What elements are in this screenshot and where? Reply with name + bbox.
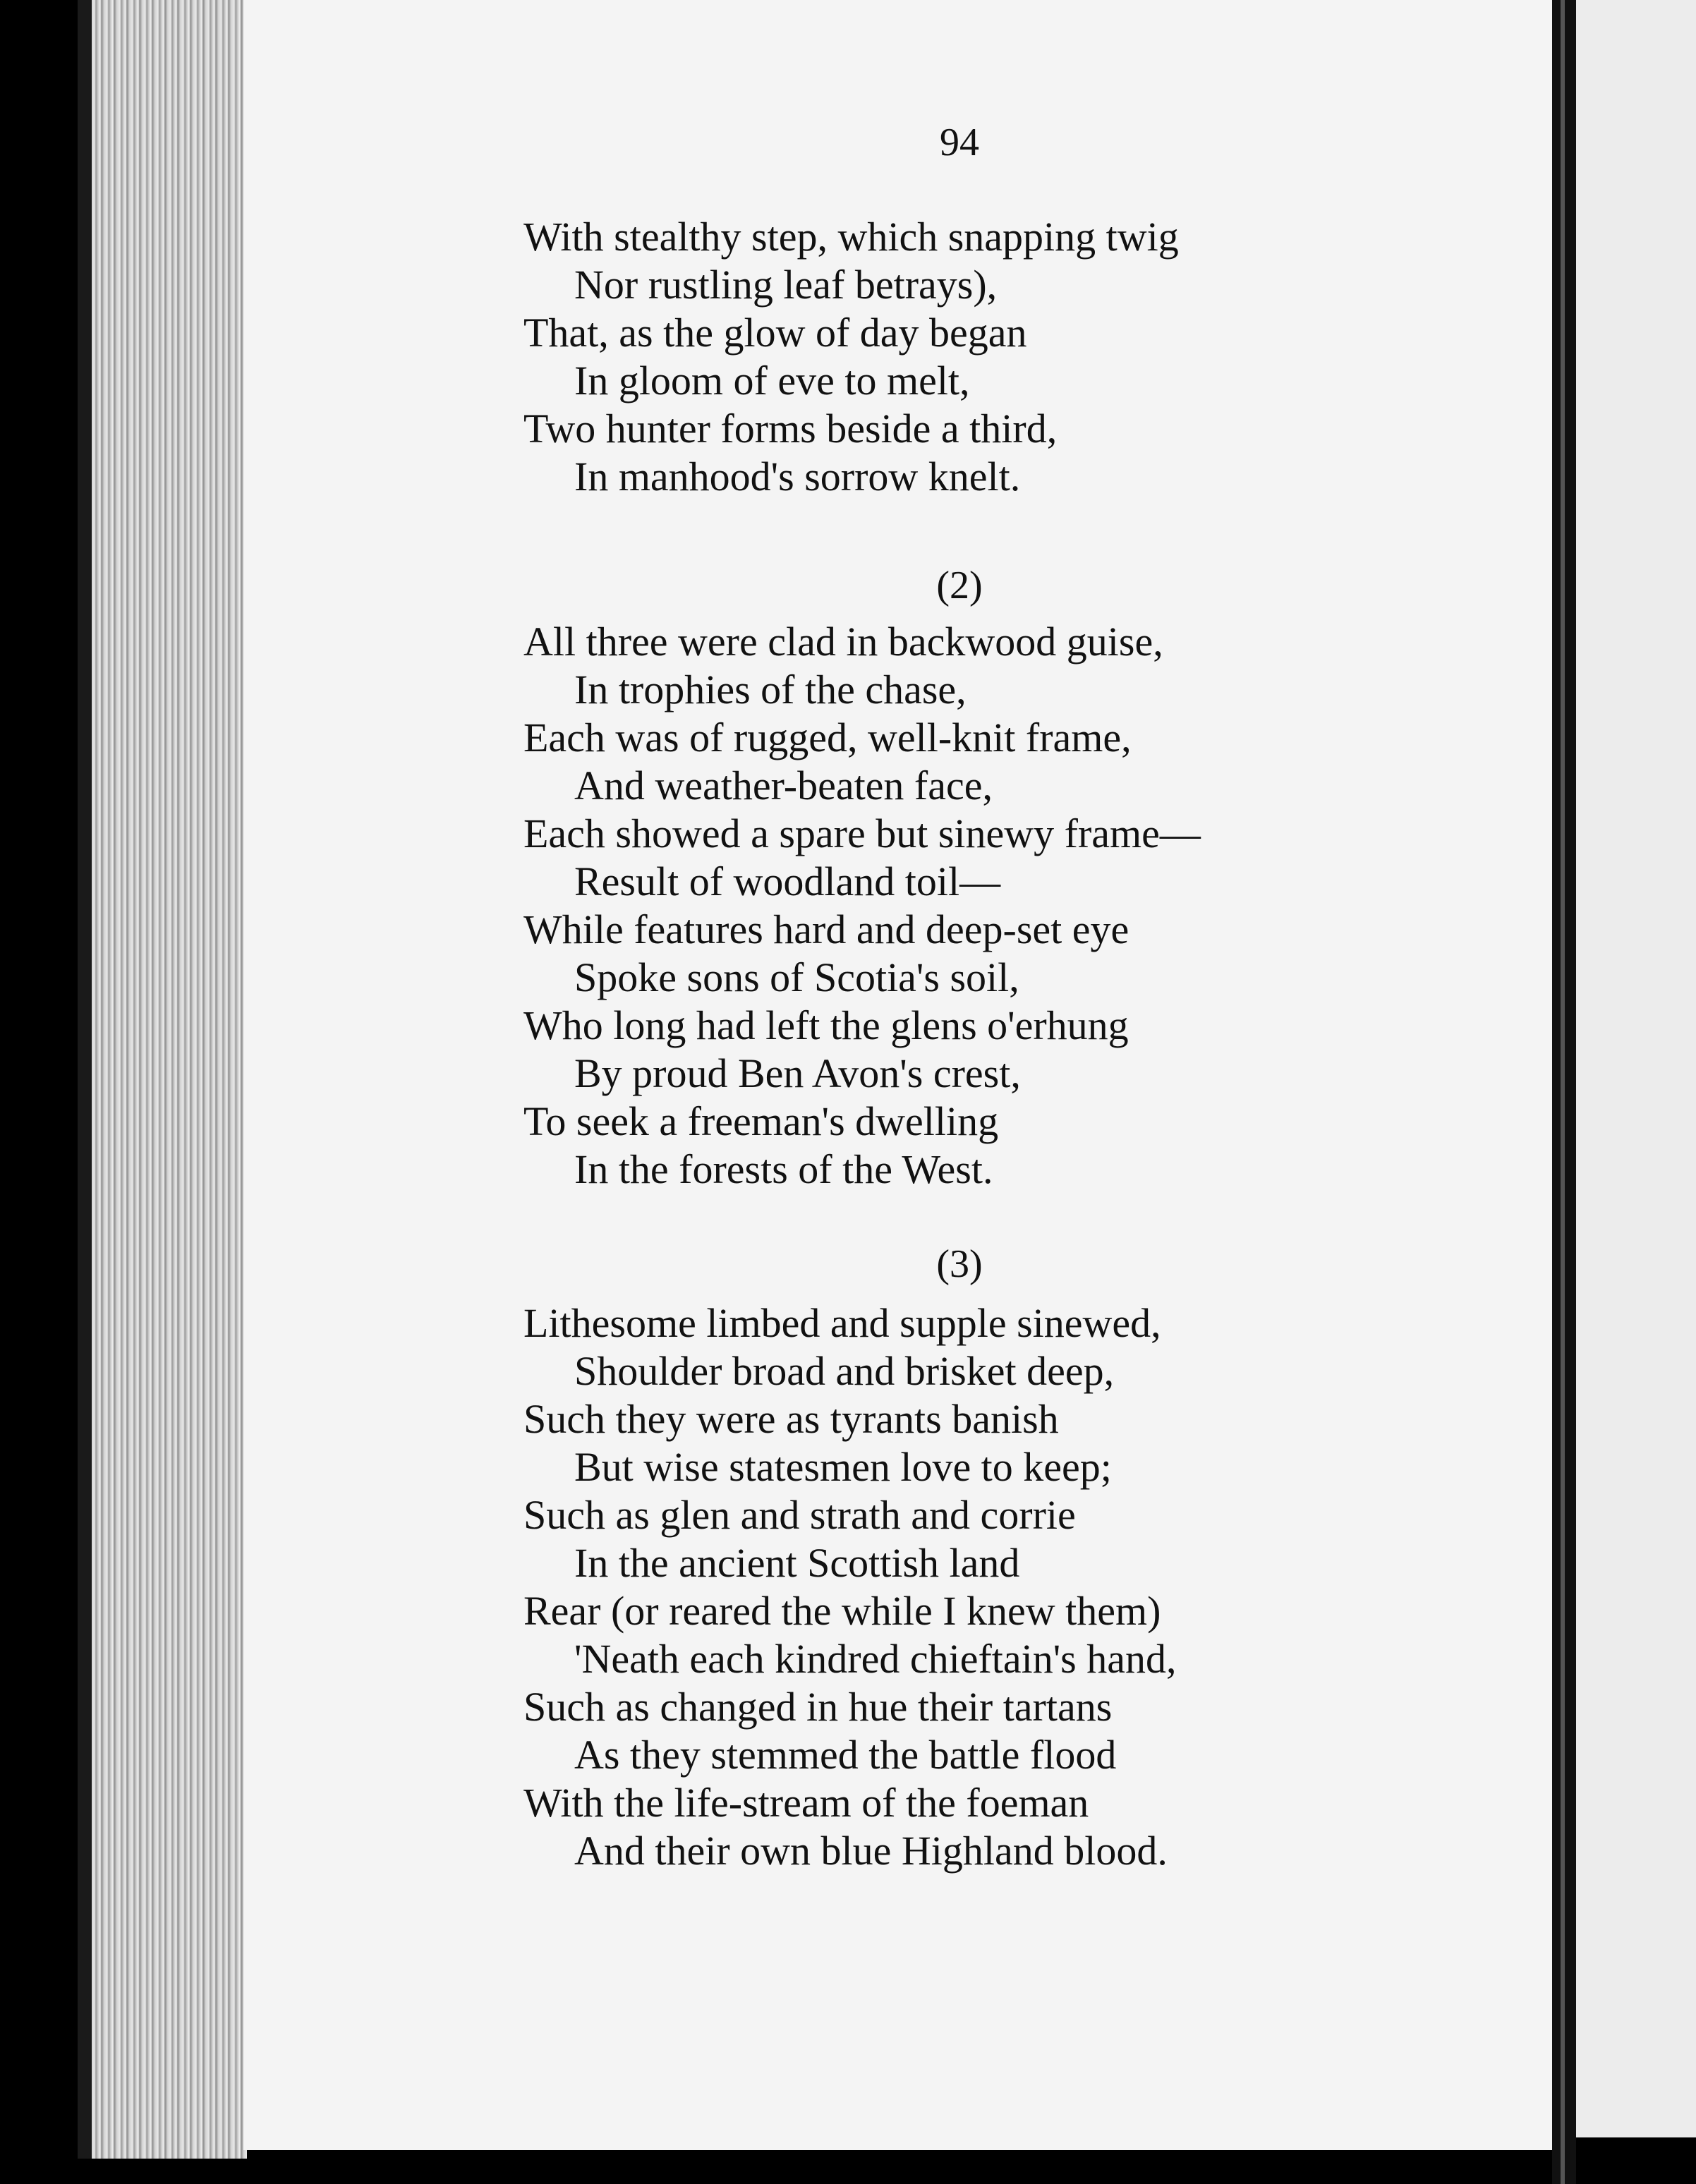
- poem-line: In trophies of the chase,: [574, 667, 967, 712]
- poem-line: With stealthy step, which snapping twig: [523, 214, 1179, 260]
- poem-line: Result of woodland toil—: [574, 859, 1001, 904]
- poem-line: Who long had left the glens o'erhung: [523, 1002, 1129, 1048]
- poem-line: By proud Ben Avon's crest,: [574, 1050, 1021, 1096]
- poem-line: All three were clad in backwood guise,: [523, 619, 1163, 665]
- stanza-number: (3): [936, 1242, 983, 1286]
- poem-line: That, as the glow of day began: [523, 310, 1027, 356]
- poem-line: Such they were as tyrants banish: [523, 1396, 1059, 1442]
- poem-line: To seek a freeman's dwelling: [523, 1098, 999, 1144]
- page-edges: [92, 0, 247, 2159]
- poem-line: In gloom of eve to melt,: [574, 358, 970, 404]
- poem-line: Shoulder broad and brisket deep,: [574, 1348, 1115, 1394]
- poem-line: Lithesome limbed and supple sinewed,: [523, 1300, 1161, 1346]
- poem-line: 'Neath each kindred chieftain's hand,: [574, 1636, 1177, 1682]
- page-number: 94: [940, 121, 979, 164]
- poem-line: While features hard and deep-set eye: [523, 906, 1129, 952]
- poem-line: Two hunter forms beside a third,: [523, 406, 1058, 451]
- poem-line: But wise statesmen love to keep;: [574, 1444, 1112, 1490]
- poem-line: With the life-stream of the foeman: [523, 1780, 1089, 1826]
- poem-line: In the ancient Scottish land: [574, 1540, 1020, 1586]
- poem-line: And weather-beaten face,: [574, 763, 993, 808]
- poem-line: In manhood's sorrow knelt.: [574, 454, 1021, 499]
- poem-line: Rear (or reared the while I knew them): [523, 1588, 1161, 1634]
- stanza-number: (2): [936, 564, 983, 607]
- poem-line: Spoke sons of Scotia's soil,: [574, 954, 1019, 1000]
- poem-line: In the forests of the West.: [574, 1146, 993, 1192]
- poem-line: Each showed a spare but sinewy frame—: [523, 811, 1201, 856]
- stanza-3: [523, 1299, 1398, 1875]
- poem-line: And their own blue Highland blood.: [574, 1828, 1168, 1874]
- stanza-1: [523, 213, 1398, 501]
- poem-line: Such as glen and strath and corrie: [523, 1492, 1076, 1538]
- poem-line: As they stemmed the battle flood: [574, 1732, 1117, 1778]
- poem-line: Such as changed in hue their tartans: [523, 1684, 1113, 1730]
- facing-page-edge: [1561, 0, 1565, 2184]
- poem-line: Nor rustling leaf betrays),: [574, 262, 998, 308]
- poem-line: Each was of rugged, well-knit frame,: [523, 715, 1132, 760]
- facing-page: [1576, 0, 1696, 2137]
- stanza-2: [523, 618, 1398, 1194]
